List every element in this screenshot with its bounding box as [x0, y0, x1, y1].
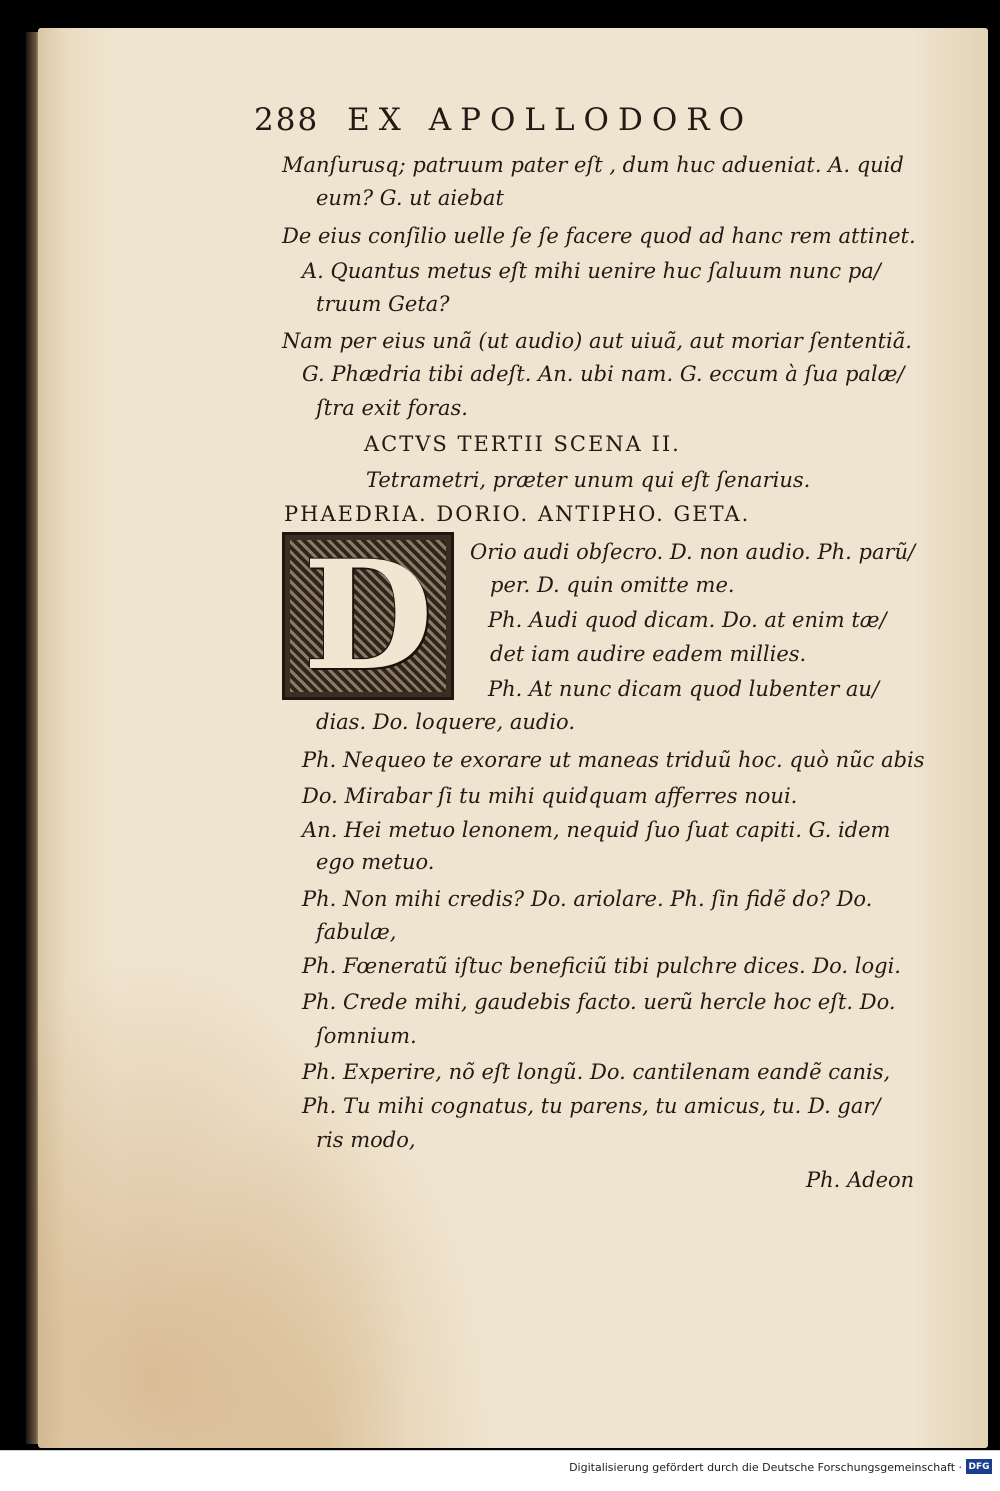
funding-credit: Digitalisierung gefördert durch die Deutsche Forschungsgemeinschaft ·: [569, 1461, 962, 1474]
scene-heading: ACTVS TERTII SCENA II.: [364, 432, 681, 456]
text-line: ego metuo.: [316, 850, 435, 874]
text-line: Ph. Audi quod dicam. Do. at enim tæ/: [488, 608, 887, 632]
text-line: fabulæ,: [316, 920, 397, 944]
decorated-initial: [282, 528, 454, 704]
text-line: truum Geta?: [316, 292, 450, 316]
text-line: Orio audi obſecro. D. non audio. Ph. parũ/: [470, 540, 916, 564]
text-line: ſtra exit foras.: [316, 396, 468, 420]
text-line: Ph. Nequeo te exorare ut maneas triduũ hoc. quò nũc abis: [302, 748, 925, 772]
text-line: ſomnium.: [316, 1024, 417, 1048]
initial-letter: D: [302, 528, 434, 704]
text-line: An. Hei metuo lenonem, nequid ſuo ſuat capiti. G. idem: [302, 818, 891, 842]
page-number: 288: [254, 102, 320, 138]
text-line: det iam audire eadem millies.: [490, 642, 807, 666]
meter-note: Tetrametri, præter unum qui eſt ſenarius.: [366, 468, 811, 492]
text-line: A. Quantus metus eſt mihi uenire huc ſaluum nunc pa/: [302, 259, 881, 283]
catchword: Ph. Adeon: [806, 1168, 915, 1192]
running-header: [254, 102, 874, 138]
text-line: Nam per eius unã (ut audio) aut uiuã, aut moriar ſententiã.: [282, 329, 912, 353]
text-line: Ph. Experire, nõ eſt longũ. Do. cantilenam eandẽ canis,: [302, 1060, 891, 1084]
text-line: G. Phædria tibi adeſt. An. ubi nam. G. eccum à ſua palæ/: [302, 362, 905, 386]
dfg-logo: DFG: [966, 1459, 992, 1474]
character-list: PHAEDRIA. DORIO. ANTIPHO. GETA.: [284, 502, 751, 526]
text-line: eum? G. ut aiebat: [316, 186, 504, 210]
text-line: Ph. Crede mihi, gaudebis facto. uerũ hercle hoc eſt. Do.: [302, 990, 896, 1014]
digitization-footer: [0, 1450, 1000, 1491]
text-line: Ph. Fœneratũ iſtuc beneficiũ tibi pulchre dices. Do. logi.: [302, 954, 901, 978]
running-title: EX APOLLODORO: [347, 102, 753, 138]
text-line: Ph. Tu mihi cognatus, tu parens, tu amicus, tu. D. gar/: [302, 1094, 881, 1118]
text-line: Do. Mirabar ſi tu mihi quidquam afferres noui.: [302, 784, 798, 808]
text-line: dias. Do. loquere, audio.: [316, 710, 575, 734]
text-line: De eius conſilio uelle ſe ſe facere quod ad hanc rem attinet.: [282, 224, 916, 248]
text-line: ris modo,: [316, 1128, 416, 1152]
text-line: Manſurusq; patruum pater eſt , dum huc adueniat. A. quid: [282, 153, 904, 177]
text-line: Ph. At nunc dicam quod lubenter au/: [488, 677, 880, 701]
text-line: per. D. quin omitte me.: [490, 573, 735, 597]
text-line: Ph. Non mihi credis? Do. ariolare. Ph. ſin fidẽ do? Do.: [302, 887, 873, 911]
